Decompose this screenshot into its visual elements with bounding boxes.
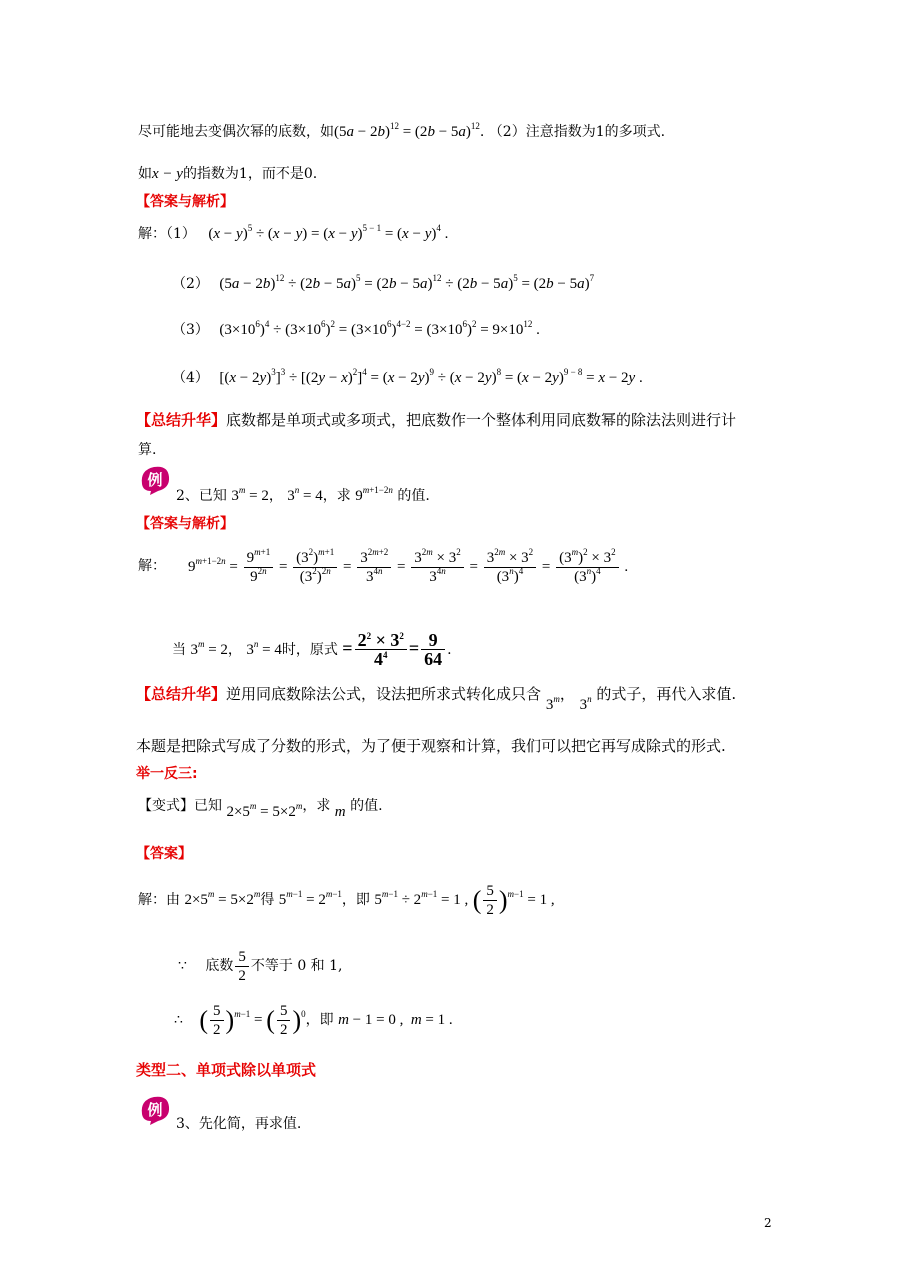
summary-heading: 【总结升华】 [136, 411, 227, 429]
text: 2、已知 [176, 488, 227, 504]
page-number: 2 [764, 1216, 772, 1230]
label: （4） [172, 370, 209, 386]
text: ，求 [302, 798, 331, 814]
example-badge-icon [138, 464, 172, 496]
formula: m [334, 804, 346, 820]
text: ，即 [305, 1012, 334, 1028]
variants-heading: 举一反三: [136, 766, 198, 782]
solution-2-label: 解： [138, 558, 166, 574]
text: ，求 [322, 488, 351, 504]
text: 当 [172, 642, 186, 658]
because-line [178, 946, 343, 986]
solution-part-3 [172, 320, 540, 340]
note-line: 本题是把除式写成了分数的形式，为了便于观察和计算，我们可以把它再写成除式的形式. [136, 737, 726, 755]
fraction: $\frac{(3^2)^{m+1}}{(3^2)^{2n}}$ [293, 549, 337, 586]
text: 得 [260, 892, 275, 908]
fraction: $\frac{3^{2m} \times 3^2}{(3^n)^4}$ [484, 549, 536, 586]
text: 逆用同底数除法公式，设法把所求式转化成只含 [226, 685, 542, 703]
section-heading: 类型二、单项式除以单项式 [136, 1061, 317, 1079]
therefore-symbol: ∴ [174, 1012, 183, 1028]
text: . （2）注意指数为1的多项式. [479, 124, 666, 140]
text: 如 [138, 166, 152, 182]
formula: $\frac{5}{2}$ [233, 958, 251, 974]
text: 的指数为1，而不是0. [182, 166, 318, 182]
formula: $2\times 5^m = 5\times 2^m$ [226, 801, 303, 820]
formula: 3$^n$ [579, 694, 592, 713]
fraction: $\frac{3^{2m+2}}{3^{4n}}$ [357, 549, 391, 586]
formula: $3^n = 4$ [246, 639, 282, 658]
text: 【变式】已知 [138, 798, 222, 814]
text: ， [227, 642, 242, 658]
label: （3） [172, 322, 209, 338]
text: 不等于 0 和 1, [250, 958, 343, 974]
text-line-2 [138, 164, 317, 184]
formula: = $\frac{2^2 \times 3^2}{4^4}$ = $\frac{9}{64}$ [342, 638, 447, 658]
formula: ( $\frac{5}{2}$ )$^{m-1}$ = ( $\frac{5}{2}$ )$^0$ [199, 1003, 306, 1039]
fraction: $\frac{9^{m+1}}{9^{2n}}$ [244, 549, 274, 586]
formula: $3^n = 4$ [287, 485, 323, 504]
text-line-1 [138, 122, 665, 142]
substitution-line: 当 $3^m = 2$， $3^n = 4$时，原式 = $\frac{2^2 \times 3^2}{4^4}$ = $\frac{9}{64}$ . [172, 630, 452, 670]
variant-prompt [138, 796, 383, 820]
text: 的值. [397, 488, 430, 504]
solution-part-1 [138, 224, 448, 244]
therefore-line [174, 1000, 453, 1041]
badge-label: 例 [147, 471, 163, 489]
formula: ( $\frac{5}{2}$ )$^{m-1}$ = 1 , [472, 883, 555, 919]
text: 解：由 [138, 892, 180, 908]
formula: 3$^m$ [545, 694, 560, 713]
formula: $(5a - 2b)^{12} = (2b - 5a)^{12}$ [334, 121, 480, 140]
formula: x − y [152, 166, 183, 182]
formula: $5^{m-1} \div 2^{m-1} = 1$ , [374, 889, 469, 908]
text: 的式子，再代入求值. [596, 685, 737, 703]
label: （1） [166, 226, 196, 242]
example-2-prompt [176, 486, 430, 506]
formula: $9^{m+1-2n}$ [355, 485, 393, 504]
text: 的值. [350, 798, 383, 814]
solution-part-4 [172, 368, 643, 388]
text: ， [268, 488, 283, 504]
fraction: $\frac{(3^m)^2 \times 3^2}{(3^n)^4}$ [556, 549, 618, 586]
formula: m − 1 = 0 , m = 1 . [338, 1012, 453, 1028]
text: 时，原式 [281, 642, 338, 658]
summary-1 [136, 410, 736, 430]
formula: $2\times 5^m = 5\times 2^m$ [184, 889, 261, 908]
example-3-prompt: 3、先化简，再求值. [176, 1116, 302, 1132]
formula: $(3\times 10^6)^4 \div (3\times 10^6)^2 = (3\times 10^6)^{4-2} = (3\times 10^6)^2 = 9\times 10^{12}$ . [219, 319, 540, 338]
formula: $(5a - 2b)^{12} \div (2b - 5a)^5 = (2b - 5a)^{12} \div (2b - 5a)^5 = (2b - 5a)^7$ [219, 273, 595, 292]
text: 底数都是单项式或多项式，把底数作一个整体利用同底数幂的除法法则进行计 [226, 411, 737, 429]
solution-part-2 [172, 274, 594, 294]
fraction: $\frac{3^{2m} \times 3^2}{3^{4n}}$ [411, 549, 463, 586]
answer-heading: 【答案与解析】 [136, 194, 234, 210]
formula: $5^{m-1} = 2^{m-1}$ [278, 889, 342, 908]
text: ，即 [341, 892, 370, 908]
badge-label: 例 [147, 1101, 163, 1119]
solution-2-formula: $9^{m+1-2n}$ = $\frac{9^{m+1}}{9^{2n}}$ = $\frac{(3^2)^{m+1}}{(3^2)^{2n}}$ = $\frac{3^{2m+2}}{3^{4n}}$ = $\frac{3^{2m} \times 3^2}{3^{4n}}$ = $\frac{3^{2m} \times 3^2}{(3^n)^4}$ = $\frac{(3^m)^2 \times 3^2}{(3^n)^4}$ . [188, 547, 629, 586]
text: ， [559, 685, 575, 703]
summary-2 [136, 684, 737, 713]
answer-heading-3: 【答案】 [136, 846, 192, 862]
label: （2） [172, 276, 209, 292]
formula: $3^m = 2$ [190, 639, 228, 658]
summary-1-cont: 算. [138, 442, 157, 458]
variant-solution-line [138, 880, 555, 921]
label: 解： [138, 226, 166, 242]
formula: $(x - y)^5 \div (x - y) = (x - y)^{5 - 1} = (x - y)^4$ . [208, 223, 449, 242]
formula: $[(x - 2y)^3]^3 \div [(2y - x)^2]^4 = (x - 2y)^9 \div (x - 2y)^8 = (x - 2y)^{9 - 8} = x - 2y$ . [219, 367, 643, 386]
because-symbol: ∵ [178, 958, 187, 974]
formula: $3^m = 2$ [231, 485, 269, 504]
summary-heading: 【总结升华】 [136, 685, 227, 703]
example-badge-icon [138, 1094, 172, 1126]
text: 尽可能地去变偶次幂的底数，如 [138, 124, 334, 140]
text: 底数 [205, 958, 234, 974]
answer-heading-2: 【答案与解析】 [136, 516, 234, 532]
